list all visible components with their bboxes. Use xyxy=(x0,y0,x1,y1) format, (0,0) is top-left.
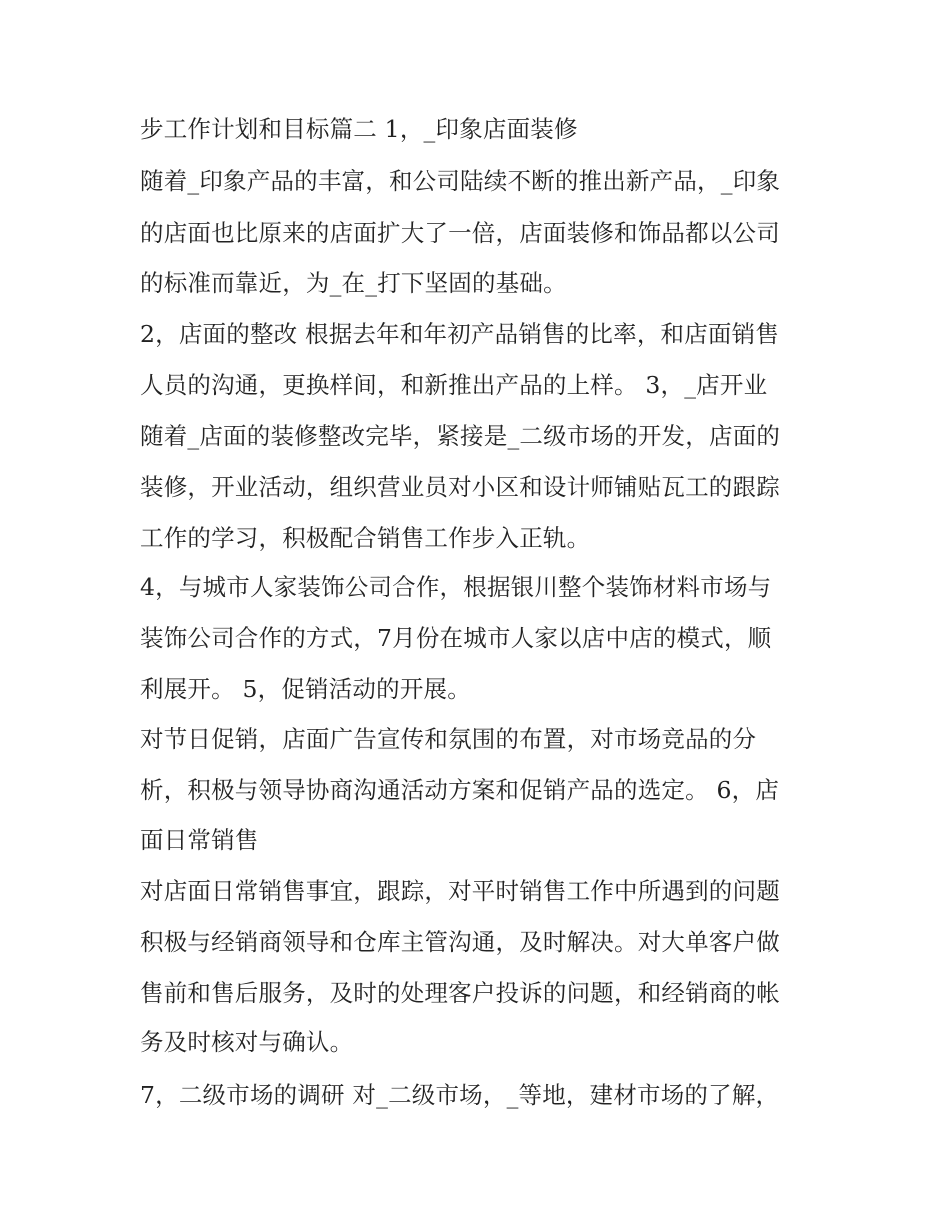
text-line-18: 售前和售后服务，及时的处理客户投诉的问题，和经销商的帐 xyxy=(140,979,780,1007)
text-line-15: 面日常销售 xyxy=(140,826,259,854)
text-line-8: 装修，开业活动，组织营业员对小区和设计师铺贴瓦工的跟踪 xyxy=(140,473,780,501)
text-line-12: 利展开。 5，促销活动的开展。 xyxy=(140,675,471,703)
text-line-17: 积极与经销商领导和仓库主管沟通，及时解决。对大单客户做 xyxy=(140,928,780,956)
text-line-5: 2，店面的整改 根据去年和年初产品销售的比率，和店面销售 xyxy=(140,320,780,348)
text-line-10: 4，与城市人家装饰公司合作，根据银川整个装饰材料市场与 xyxy=(140,573,772,601)
text-line-6: 人员的沟通，更换样间，和新推出产品的上样。 3，_店开业 xyxy=(140,371,768,399)
text-line-4: 的标准而靠近，为_在_打下坚固的基础。 xyxy=(140,269,567,297)
text-line-2: 随着_印象产品的丰富，和公司陆续不断的推出新产品，_印象 xyxy=(140,167,781,195)
text-line-20: 7，二级市场的调研 对_二级市场，_等地，建材市场的了解， xyxy=(140,1081,780,1109)
text-line-7: 随着_店面的装修整改完毕，紧接是_二级市场的开发，店面的 xyxy=(140,422,781,450)
text-line-13: 对节日促销，店面广告宣传和氛围的布置，对市场竞品的分 xyxy=(140,725,757,753)
text-line-14: 析，积极与领导协商沟通活动方案和促销产品的选定。 6，店 xyxy=(140,776,780,804)
text-line-1: 步工作计划和目标篇二 1，_印象店面装修 xyxy=(140,115,578,143)
text-line-3: 的店面也比原来的店面扩大了一倍，店面装修和饰品都以公司 xyxy=(140,219,780,247)
text-line-19: 务及时核对与确认。 xyxy=(140,1028,354,1056)
text-line-11: 装饰公司合作的方式，7月份在城市人家以店中店的模式，顺 xyxy=(140,624,772,652)
text-line-9: 工作的学习，积极配合销售工作步入正轨。 xyxy=(140,524,591,552)
text-line-16: 对店面日常销售事宜，跟踪，对平时销售工作中所遇到的问题 xyxy=(140,877,780,905)
